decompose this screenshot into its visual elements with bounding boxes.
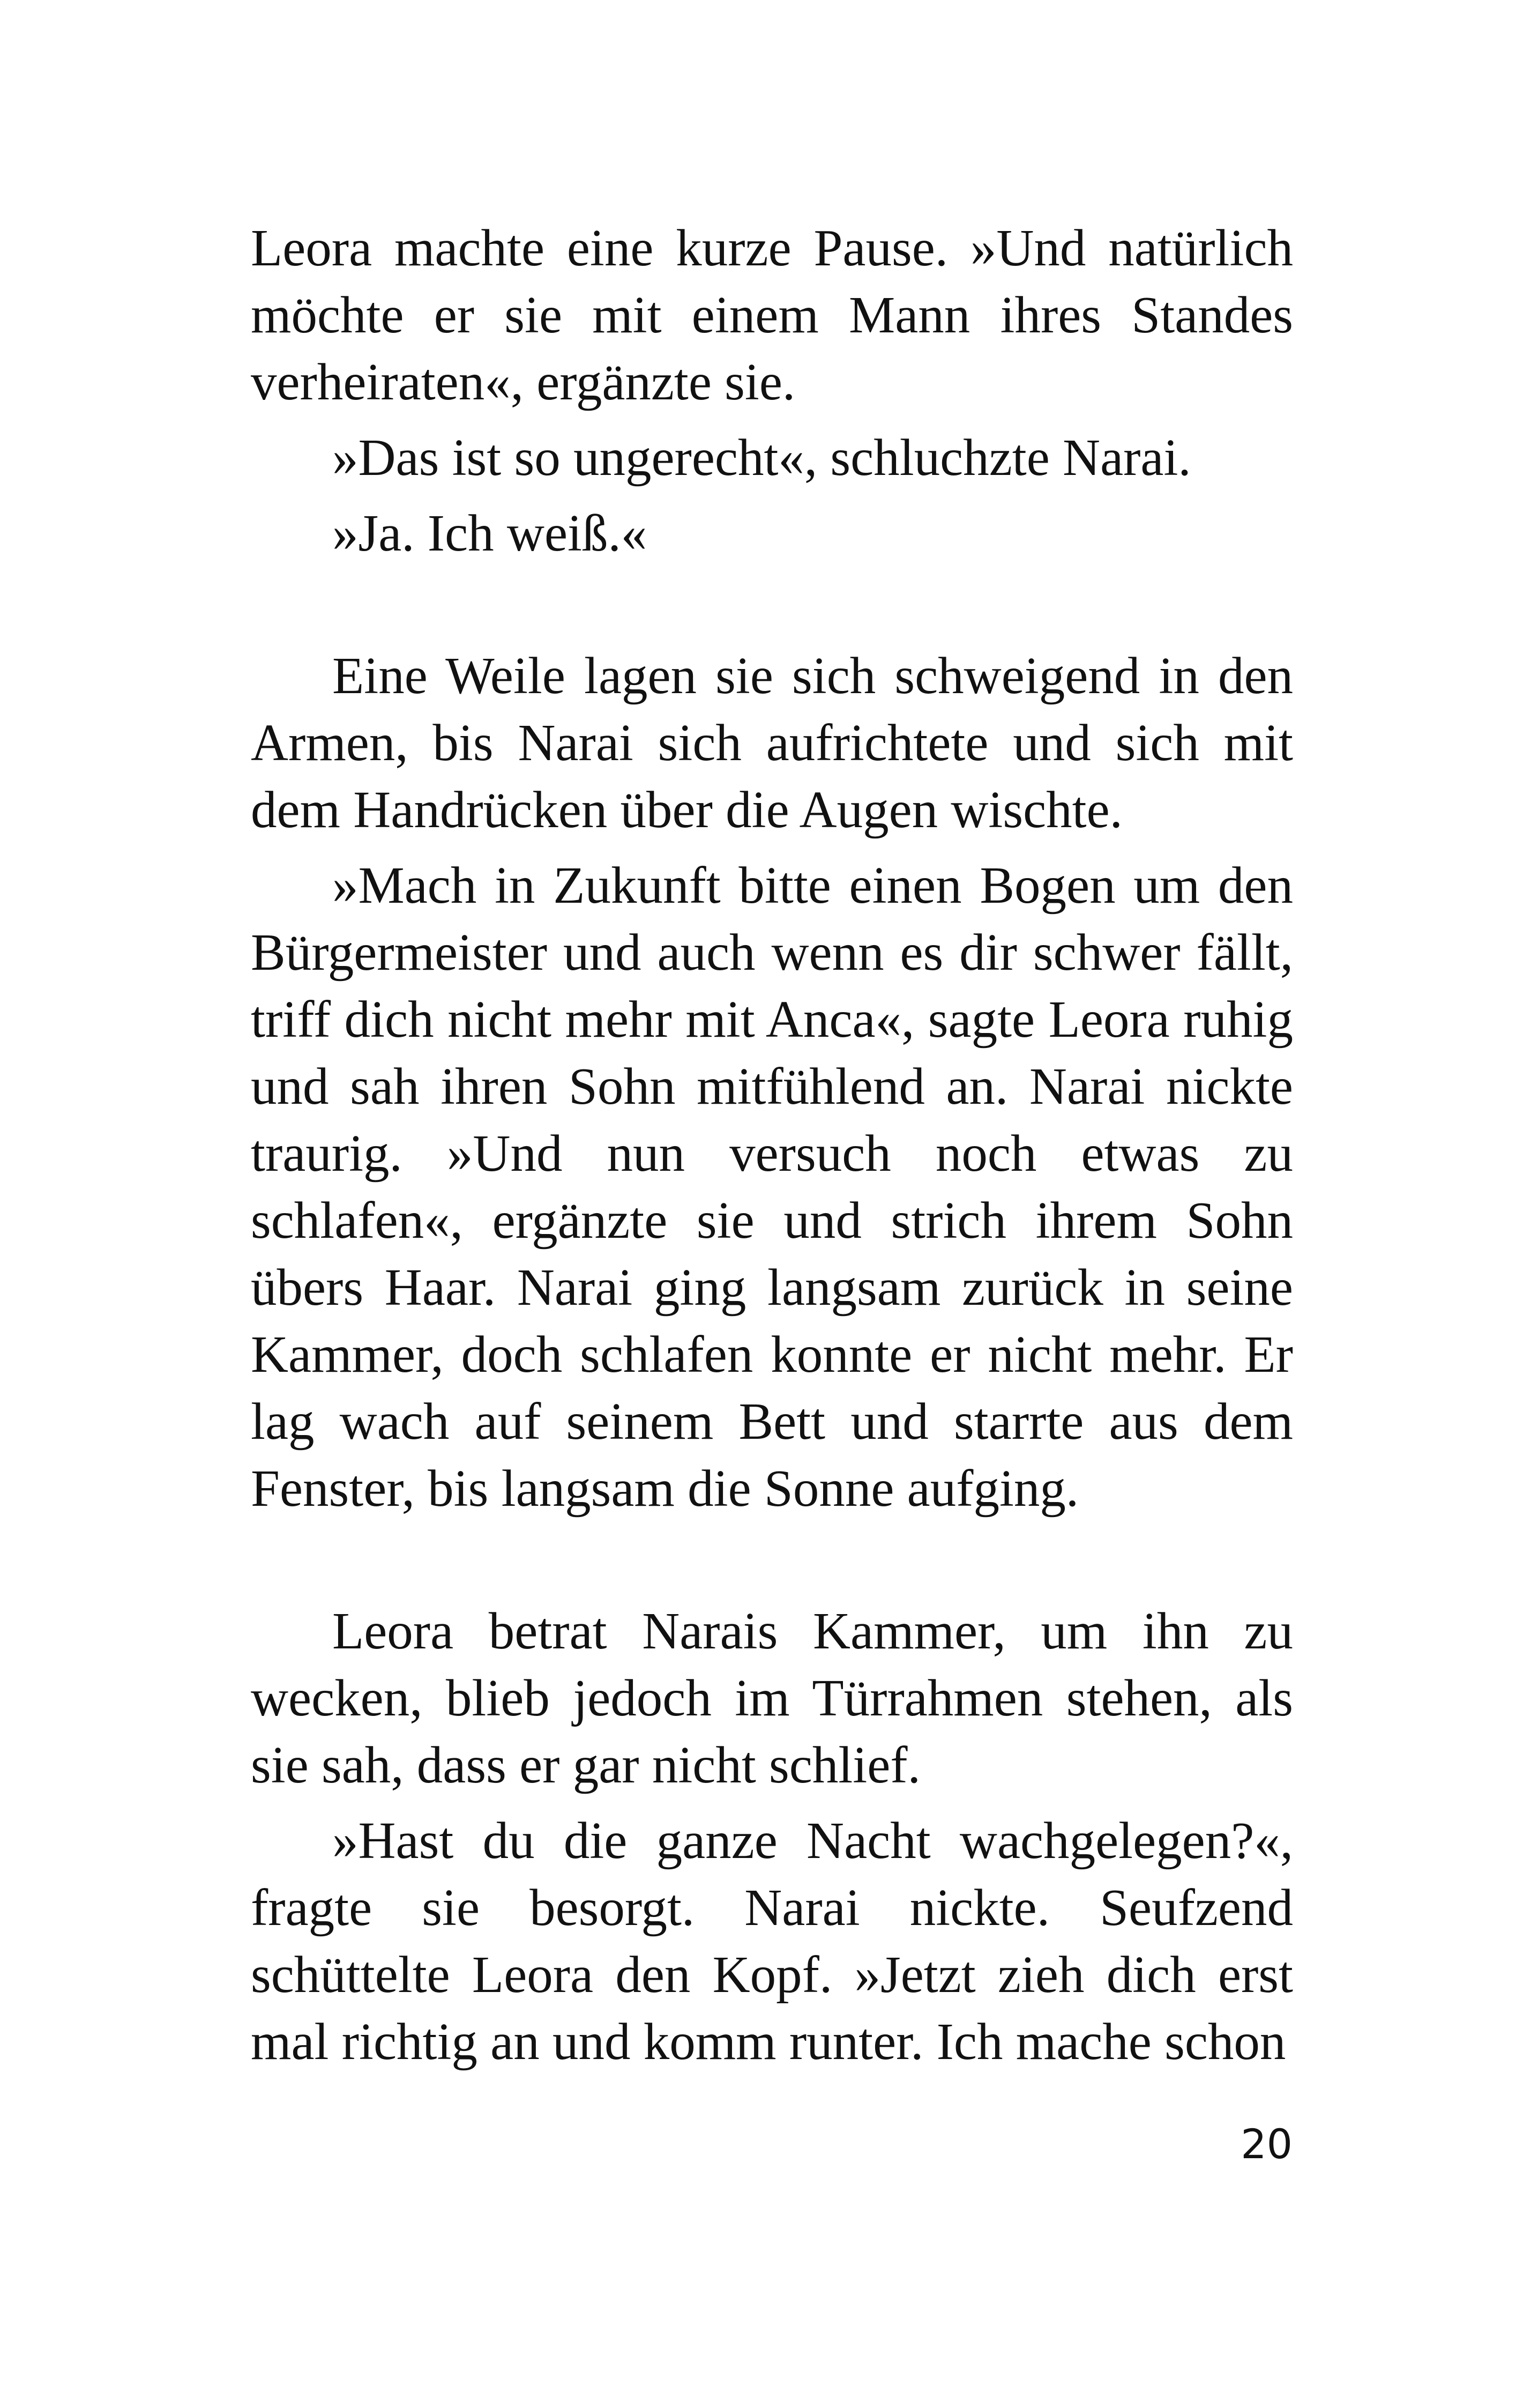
body-text [251,214,1293,2084]
page-number: 20 [1241,2120,1293,2168]
paragraph: Leora machte eine kurze Pause. »Und natürlich möchte er sie mit einem Mann ihres Standes verheiraten«, ergänzte sie. [251,219,1293,411]
paragraph: Eine Weile lagen sie sich schweigend in den Armen, bis Narai sich aufrichtete und sich mit dem Handrücken über die Augen wischte. [251,647,1293,838]
paragraph: »Ja. Ich weiß.« [332,504,647,562]
paragraph: »Das ist so ungerecht«, schluchzte Narai. [332,429,1191,486]
paragraph: »Hast du die ganze Nacht wachgelegen?«, fragte sie besorgt. Narai nickte. Seufzend schüttelte Leora den Kopf. »Jetzt zieh dich erst mal richtig an und komm runter. Ich mache schon [251,1812,1293,2070]
paragraph: »Mach in Zukunft bitte einen Bogen um den Bürgermeister und auch wenn es dir schwer fällt, triff dich nicht mehr mit Anca«, sagte Leora ruhig und sah ihren Sohn mitfühlend an. Narai nickte traurig. »Und nun versuch noch etwas zu schlafen«, ergänzte sie und strich ihrem Sohn übers Haar. Narai ging langsam zurück in seine Kammer, doch schlafen konnte er nicht mehr. Er lag wach auf seinem Bett und starrte aus dem Fenster, bis langsam die Sonne aufging. [251,857,1293,1517]
paragraph: Leora betrat Narais Kammer, um ihn zu wecken, blieb jedoch im Türrahmen stehen, als sie sah, dass er gar nicht schlief. [251,1602,1293,1794]
